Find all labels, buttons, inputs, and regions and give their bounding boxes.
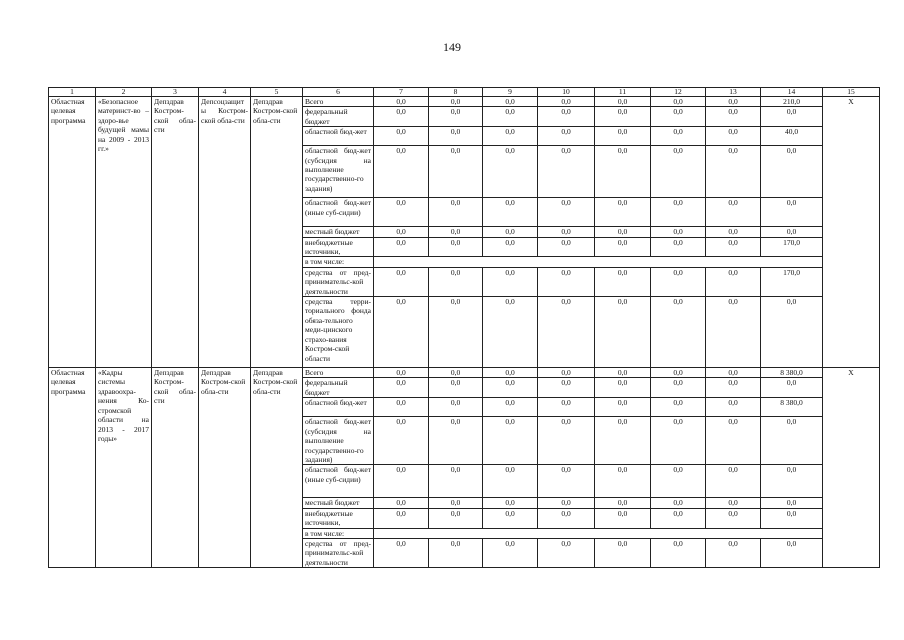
value-cell: 0,0 <box>595 378 651 398</box>
value-cell: 0,0 <box>761 465 823 498</box>
value-cell: 0,0 <box>595 297 651 368</box>
value-cell: 0,0 <box>429 237 483 257</box>
funding-source-label: в том числе: <box>303 257 374 267</box>
value-cell: 0,0 <box>761 417 823 465</box>
value-cell: 0,0 <box>538 227 595 237</box>
value-cell: 0,0 <box>706 368 761 378</box>
value-cell: 0,0 <box>595 498 651 508</box>
value-cell: 0,0 <box>374 237 429 257</box>
value-cell: 0,0 <box>429 508 483 528</box>
header-cell: 9 <box>483 88 538 97</box>
value-cell: 0,0 <box>706 127 761 146</box>
value-cell: 0,0 <box>706 97 761 107</box>
funding-source-label: средства терри-ториального фонда обяза-тельного меди-цинского страхо-вания Костром-ской области <box>303 297 374 368</box>
value-cell: 0,0 <box>706 508 761 528</box>
header-cell: 4 <box>199 88 251 97</box>
value-cell: 0,0 <box>483 498 538 508</box>
block-col3: Депздрав Костром-ской обла-сти <box>152 97 199 368</box>
value-cell: 0,0 <box>651 267 706 296</box>
value-cell: 0,0 <box>651 465 706 498</box>
value-cell: 0,0 <box>595 417 651 465</box>
value-cell: 210,0 <box>761 97 823 107</box>
value-cell: 0,0 <box>595 267 651 296</box>
value-cell: 8 380,0 <box>761 398 823 417</box>
value-cell: 0,0 <box>706 237 761 257</box>
value-cell: 0,0 <box>706 146 761 198</box>
value-cell: 0,0 <box>374 378 429 398</box>
value-cell: 0,0 <box>483 378 538 398</box>
value-cell: 0,0 <box>538 297 595 368</box>
value-cell: 0,0 <box>595 237 651 257</box>
value-cell: 0,0 <box>538 465 595 498</box>
block-col4: Депсоцзащиты Костром-ской обла-сти <box>199 97 251 368</box>
value-cell: 0,0 <box>706 378 761 398</box>
value-cell: 0,0 <box>429 297 483 368</box>
value-cell: 0,0 <box>483 97 538 107</box>
table-row <box>49 368 880 378</box>
value-cell: 0,0 <box>595 227 651 237</box>
value-cell: 0,0 <box>595 107 651 127</box>
block-col2: «Безопасное материнст-во – здоро-вье будущей мамы на 2009 - 2013 гг.» <box>96 97 152 368</box>
page-number: 149 <box>443 40 461 54</box>
value-cell: 0,0 <box>374 227 429 237</box>
value-cell: 0,0 <box>651 107 706 127</box>
value-cell: 0,0 <box>483 398 538 417</box>
value-cell: 0,0 <box>429 378 483 398</box>
funding-source-label: областной бюд-жет (субсидия на выполнение государственно-го задания) <box>303 146 374 198</box>
value-cell: 0,0 <box>538 146 595 198</box>
value-cell: 0,0 <box>651 398 706 417</box>
header-cell: 1 <box>49 88 96 97</box>
value-cell: 0,0 <box>595 127 651 146</box>
funding-source-label: средства от пред-принимательс-кой деятельности <box>303 267 374 296</box>
header-cell: 13 <box>706 88 761 97</box>
value-cell: 0,0 <box>538 498 595 508</box>
value-cell: 0,0 <box>374 198 429 227</box>
table-row <box>49 97 880 107</box>
block-col15: Х <box>823 368 880 568</box>
value-cell: 0,0 <box>595 398 651 417</box>
value-cell: 0,0 <box>483 146 538 198</box>
header-cell: 8 <box>429 88 483 97</box>
value-cell: 0,0 <box>538 378 595 398</box>
block-col2: «Кадры системы здравоохра-нения Ко-стромской области на 2013 - 2017 годы» <box>96 368 152 568</box>
empty-values-cell <box>374 257 823 267</box>
value-cell: 0,0 <box>429 227 483 237</box>
value-cell: 0,0 <box>538 368 595 378</box>
value-cell: 0,0 <box>483 465 538 498</box>
value-cell: 0,0 <box>706 538 761 567</box>
funding-source-label: федеральный бюджет <box>303 378 374 398</box>
value-cell: 0,0 <box>374 498 429 508</box>
value-cell: 0,0 <box>761 538 823 567</box>
value-cell: 0,0 <box>651 378 706 398</box>
value-cell: 0,0 <box>374 146 429 198</box>
value-cell: 0,0 <box>706 198 761 227</box>
value-cell: 0,0 <box>538 198 595 227</box>
value-cell: 0,0 <box>651 237 706 257</box>
value-cell: 0,0 <box>538 107 595 127</box>
block-col1: Областная целевая программа <box>49 97 96 368</box>
header-cell: 7 <box>374 88 429 97</box>
funding-source-label: Всего <box>303 368 374 378</box>
value-cell: 0,0 <box>429 368 483 378</box>
value-cell: 0,0 <box>595 538 651 567</box>
value-cell: 0,0 <box>761 297 823 368</box>
funding-source-label: областной бюд-жет (иные суб-сидии) <box>303 465 374 498</box>
value-cell: 0,0 <box>538 398 595 417</box>
funding-source-label: областной бюд-жет <box>303 127 374 146</box>
value-cell: 0,0 <box>429 465 483 498</box>
value-cell: 0,0 <box>761 198 823 227</box>
value-cell: 0,0 <box>706 107 761 127</box>
header-cell: 15 <box>823 88 880 97</box>
value-cell: 0,0 <box>538 237 595 257</box>
value-cell: 0,0 <box>706 498 761 508</box>
value-cell: 0,0 <box>429 398 483 417</box>
funding-source-label: местный бюджет <box>303 498 374 508</box>
value-cell: 0,0 <box>651 97 706 107</box>
header-cell: 12 <box>651 88 706 97</box>
value-cell: 0,0 <box>651 127 706 146</box>
funding-source-label: внебюджетные источники, <box>303 237 374 257</box>
value-cell: 170,0 <box>761 237 823 257</box>
value-cell: 0,0 <box>374 508 429 528</box>
value-cell: 0,0 <box>595 97 651 107</box>
value-cell: 0,0 <box>483 508 538 528</box>
value-cell: 0,0 <box>595 146 651 198</box>
value-cell: 0,0 <box>706 267 761 296</box>
value-cell: 0,0 <box>651 198 706 227</box>
header-cell: 2 <box>96 88 152 97</box>
value-cell: 0,0 <box>595 198 651 227</box>
funding-source-label: областной бюд-жет (иные суб-сидии) <box>303 198 374 227</box>
value-cell: 0,0 <box>651 368 706 378</box>
value-cell: 0,0 <box>429 198 483 227</box>
value-cell: 0,0 <box>374 267 429 296</box>
value-cell: 0,0 <box>374 465 429 498</box>
value-cell: 0,0 <box>483 127 538 146</box>
value-cell: 0,0 <box>483 417 538 465</box>
value-cell: 0,0 <box>651 227 706 237</box>
value-cell: 0,0 <box>429 538 483 567</box>
header-cell: 11 <box>595 88 651 97</box>
header-cell: 10 <box>538 88 595 97</box>
value-cell: 0,0 <box>429 97 483 107</box>
value-cell: 0,0 <box>374 538 429 567</box>
value-cell: 0,0 <box>651 498 706 508</box>
value-cell: 8 380,0 <box>761 368 823 378</box>
value-cell: 0,0 <box>374 297 429 368</box>
funding-source-label: областной бюд-жет (субсидия на выполнение государственно-го задания) <box>303 417 374 465</box>
funding-source-label: Всего <box>303 97 374 107</box>
value-cell: 0,0 <box>429 417 483 465</box>
value-cell: 40,0 <box>761 127 823 146</box>
value-cell: 0,0 <box>483 368 538 378</box>
value-cell: 170,0 <box>761 267 823 296</box>
value-cell: 0,0 <box>651 146 706 198</box>
funding-source-label: средства от пред-принимательс-кой деятельности <box>303 538 374 567</box>
value-cell: 0,0 <box>483 227 538 237</box>
funding-source-label: внебюджетные источники, <box>303 508 374 528</box>
value-cell: 0,0 <box>761 227 823 237</box>
block-col1: Областная целевая программа <box>49 368 96 568</box>
value-cell: 0,0 <box>429 498 483 508</box>
value-cell: 0,0 <box>483 198 538 227</box>
value-cell: 0,0 <box>595 368 651 378</box>
value-cell: 0,0 <box>483 297 538 368</box>
value-cell: 0,0 <box>595 465 651 498</box>
value-cell: 0,0 <box>706 227 761 237</box>
value-cell: 0,0 <box>761 378 823 398</box>
header-cell: 3 <box>152 88 199 97</box>
value-cell: 0,0 <box>761 146 823 198</box>
value-cell: 0,0 <box>651 297 706 368</box>
value-cell: 0,0 <box>538 267 595 296</box>
header-cell: 5 <box>251 88 303 97</box>
value-cell: 0,0 <box>651 417 706 465</box>
value-cell: 0,0 <box>706 417 761 465</box>
value-cell: 0,0 <box>483 538 538 567</box>
value-cell: 0,0 <box>429 127 483 146</box>
value-cell: 0,0 <box>706 398 761 417</box>
funding-source-label: федеральный бюджет <box>303 107 374 127</box>
value-cell: 0,0 <box>374 107 429 127</box>
value-cell: 0,0 <box>651 538 706 567</box>
value-cell: 0,0 <box>761 508 823 528</box>
value-cell: 0,0 <box>483 107 538 127</box>
value-cell: 0,0 <box>651 508 706 528</box>
empty-values-cell <box>374 528 823 538</box>
value-cell: 0,0 <box>761 107 823 127</box>
value-cell: 0,0 <box>538 417 595 465</box>
value-cell: 0,0 <box>374 417 429 465</box>
block-col15: Х <box>823 97 880 368</box>
value-cell: 0,0 <box>429 107 483 127</box>
header-cell: 14 <box>761 88 823 97</box>
value-cell: 0,0 <box>374 398 429 417</box>
value-cell: 0,0 <box>706 465 761 498</box>
funding-source-label: в том числе: <box>303 528 374 538</box>
value-cell: 0,0 <box>374 368 429 378</box>
value-cell: 0,0 <box>483 267 538 296</box>
value-cell: 0,0 <box>374 127 429 146</box>
value-cell: 0,0 <box>483 237 538 257</box>
block-col4: Депздрав Костром-ской обла-сти <box>199 368 251 568</box>
block-col3: Депздрав Костром-ской обла-сти <box>152 368 199 568</box>
block-col5: Депздрав Костром-ской обла-сти <box>251 368 303 568</box>
funding-source-label: областной бюд-жет <box>303 398 374 417</box>
budget-table <box>48 87 880 568</box>
value-cell: 0,0 <box>538 508 595 528</box>
header-cell: 6 <box>303 88 374 97</box>
value-cell: 0,0 <box>538 538 595 567</box>
value-cell: 0,0 <box>374 97 429 107</box>
value-cell: 0,0 <box>429 267 483 296</box>
value-cell: 0,0 <box>595 508 651 528</box>
funding-source-label: местный бюджет <box>303 227 374 237</box>
block-col5: Депздрав Костром-ской обла-сти <box>251 97 303 368</box>
header-row <box>49 88 880 97</box>
value-cell: 0,0 <box>538 127 595 146</box>
value-cell: 0,0 <box>429 146 483 198</box>
value-cell: 0,0 <box>538 97 595 107</box>
value-cell: 0,0 <box>706 297 761 368</box>
value-cell: 0,0 <box>761 498 823 508</box>
